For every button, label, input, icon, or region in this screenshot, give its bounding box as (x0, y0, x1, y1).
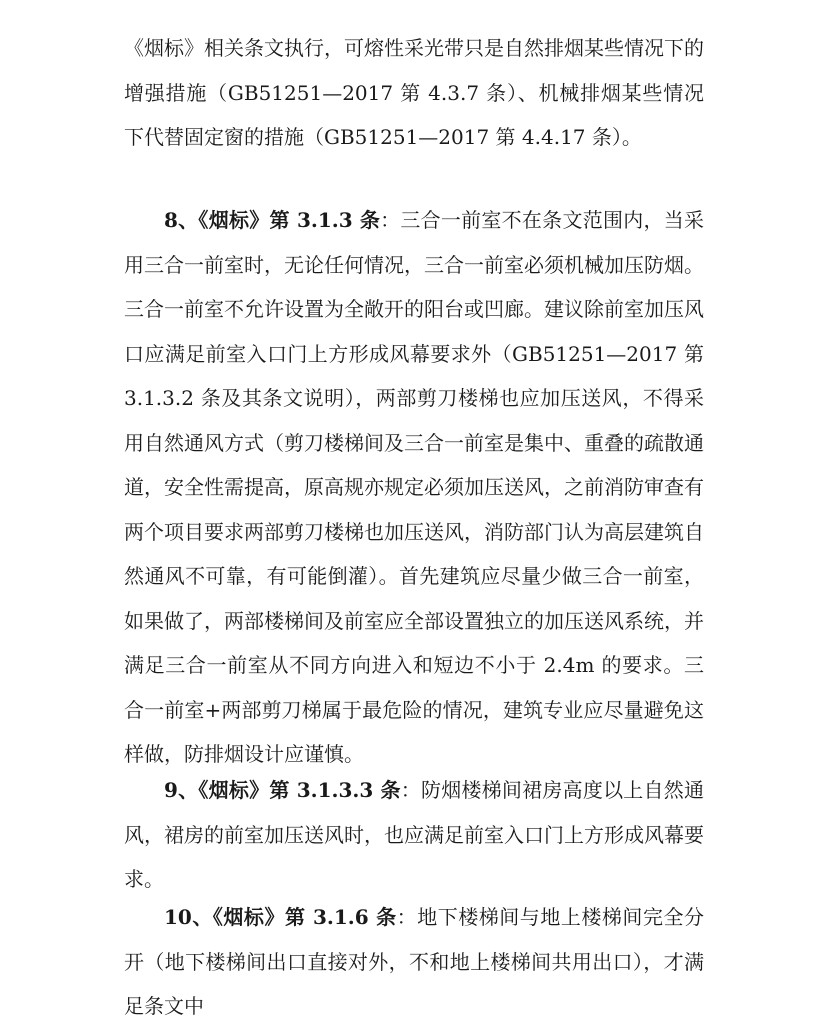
paragraph-text: ：防烟楼梯间裙房高度以上自然通风，裙房的前室加压送风时，也应满足前室入口门上方形成风幕要求。 (124, 778, 704, 891)
clause-heading: 8、《烟标》第 3.1.3 条 (164, 208, 381, 232)
paragraph-clause-10 (124, 895, 704, 1029)
paragraph-clause-8 (124, 198, 704, 777)
clause-heading: 9、《烟标》第 3.1.3.3 条 (164, 778, 401, 802)
paragraph-text: ：地下楼梯间与地上楼梯间完全分开（地下楼梯间出口直接对外，不和地上楼梯间共用出口），才满足条文中 (124, 905, 704, 1018)
paragraph-text: 《烟标》相关条文执行，可熔性采光带只是自然排烟某些情况下的增强措施（GB51251—2017 第 4.3.7 条）、机械排烟某些情况下代替固定窗的措施（GB51251—2017 第 4.4.17 条）。 (124, 36, 704, 149)
paragraph-continuation (124, 26, 704, 160)
clause-heading: 10、《烟标》第 3.1.6 条 (164, 905, 397, 929)
paragraph-clause-9 (124, 768, 704, 902)
paragraph-text: ：三合一前室不在条文范围内，当采用三合一前室时，无论任何情况，三合一前室必须机械加压防烟。三合一前室不允许设置为全敞开的阳台或凹廊。建议除前室加压风口应满足前室入口门上方形成风幕要求外（GB51251—2017 第 3.1.3.2 条及其条文说明），两部剪刀楼梯也应加压送风，不得采用自然通风方式（剪刀楼梯间及三合一前室是集中、重叠的疏散通道，安全性需提高，原高规亦规定必须加压送风，之前消防审查有两个项目要求两部剪刀楼梯也加压送风，消防部门认为高层建筑自然通风不可靠，有可能倒灌）。首先建筑应尽量少做三合一前室，如果做了，两部楼梯间及前室应全部设置独立的加压送风系统，并满足三合一前室从不同方向进入和短边不小于 2.4m 的要求。三合一前室+两部剪刀梯属于最危险的情况，建筑专业应尽量避免这样做，防排烟设计应谨慎。 (124, 208, 704, 766)
